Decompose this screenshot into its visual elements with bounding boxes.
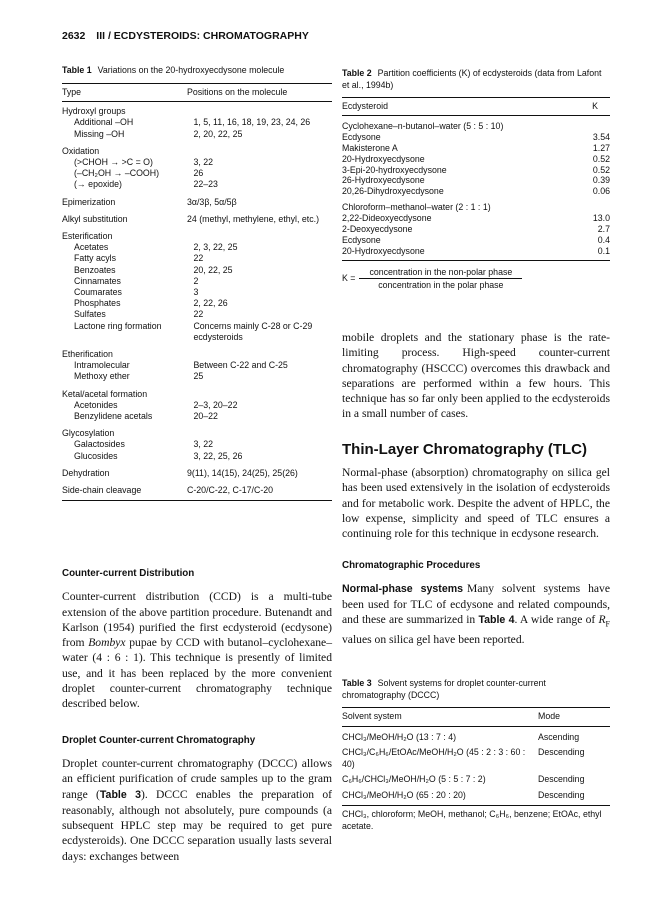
table-2-row <box>342 132 610 143</box>
table-1-cell-positions <box>187 106 332 117</box>
table-1-cell-positions: 25 <box>193 371 204 382</box>
table-3-header-mode: Mode <box>538 711 561 721</box>
table-1-cell-type: Additional –OH <box>74 117 134 128</box>
tlc-paragraph: Normal-phase (absorption) chromatography on silica gel has been used extensively in the isolation of ecdysteroids and for metabolic work. Despite the advent of HPLC, the low expense, simplicity and speed of TLC ensures a continuing role for this technique in ecdysone research. <box>342 466 610 541</box>
table-2-solvent-system: Cyclohexane–n-butanol–water (5 : 5 : 10) <box>342 120 504 131</box>
table-2-cell-ecdysteroid: 3-Epi-20-hydroxyecdysone <box>342 164 447 175</box>
table-1-cell-type: Ketal/acetal formation <box>62 388 148 399</box>
table-1-cell-positions: Between C-22 and C-25 <box>193 360 288 371</box>
ccd-heading: Counter-current Distribution <box>62 568 195 579</box>
table-1-row <box>62 242 332 253</box>
tlc-heading: Thin-Layer Chromatography (TLC) <box>342 440 588 458</box>
table-1-row <box>62 117 332 128</box>
table-2-bottom-rule <box>342 260 610 261</box>
table-2-cell-ecdysteroid: Ecdysone <box>342 234 381 245</box>
chrom-procedures-heading: Chromatographic Procedures <box>342 559 481 571</box>
table-3-cell-mode: Descending <box>538 747 585 757</box>
table-2-header-k: K <box>592 101 598 111</box>
table-1-cell-type: Alkyl substitution <box>62 213 128 224</box>
table-1-cell-positions: 2, 22, 26 <box>193 298 228 309</box>
table-3-cell-system: CHCl₃/MeOH/H₂O (13 : 7 : 4) <box>342 731 457 742</box>
table-3-header <box>342 708 610 726</box>
running-title: III / ECDYSTEROIDS: CHROMATOGRAPHY <box>96 30 309 42</box>
table-1-cell-type: Cinnamates <box>74 275 121 286</box>
table-1-row <box>62 287 332 298</box>
table-1-cell-type: (–CH₂OH → –COOH) <box>74 168 160 179</box>
table-3-row <box>342 745 610 772</box>
table-1-cell-positions <box>187 146 332 157</box>
table-3-header-system: Solvent system <box>342 711 402 721</box>
table-1-cell-positions: 2, 3, 22, 25 <box>193 242 238 253</box>
table-1-row <box>62 106 332 117</box>
table-1-cell-positions: 2–3, 20–22 <box>193 399 238 410</box>
table-3-footnote: CHCl₃, chloroform; MeOH, methanol; C₆H₆, benzene; EtOAc, ethyl acetate. <box>342 809 602 831</box>
table-1-cell-positions: 3, 22, 25, 26 <box>193 450 243 461</box>
table-2-solvent-system: Chloroform–methanol–water (2 : 1 : 1) <box>342 202 491 213</box>
normal-phase-paragraph: Normal-phase systems Many solvent systems have been used for TLC of ecdysone and related compounds, and these are summarized in Table 4. A wide range of $R_F$ values on silica gel have been reported. <box>342 581 611 647</box>
table-1-body <box>62 102 332 500</box>
table-2-header <box>342 101 610 112</box>
table-1-cell-type: Acetonides <box>74 399 118 410</box>
table-1-row <box>62 197 332 208</box>
table-2-caption <box>342 67 610 91</box>
table-2-cell-ecdysteroid: Ecdysone <box>342 131 381 142</box>
table-2-row <box>342 235 610 246</box>
table-1-row <box>62 157 332 168</box>
table-2-cell-ecdysteroid: 2-Deoxyecdysone <box>342 224 413 235</box>
table-1-cell-type: Methoxy ether <box>74 371 130 382</box>
table-2-header-ecdysteroid: Ecdysteroid <box>342 101 388 111</box>
table-1-cell-type: Galactosides <box>74 439 125 450</box>
table-1-row <box>62 451 332 462</box>
table-3-cell-mode: Descending <box>538 774 585 784</box>
right-body-text <box>342 330 610 647</box>
table-3-caption-text: Solvent systems for droplet counter-current chromatography (DCCC) <box>342 678 546 700</box>
table-1-caption-text: Variations on the 20-hydroxyecdysone molecule <box>97 65 285 75</box>
table-1-row <box>62 321 332 343</box>
table-2-row <box>342 154 610 165</box>
table-1-header <box>62 84 332 101</box>
table-1-cell-positions: 24 (methyl, methylene, ethyl, etc.) <box>187 213 320 224</box>
table-1-cell-positions: C-20/C-22, C-17/C-20 <box>187 485 274 496</box>
table-2-cell-k: 0.52 <box>592 164 610 175</box>
formula-denominator: concentration in the polar phase <box>378 279 504 290</box>
table-2-label: Table 2 <box>342 68 372 78</box>
table-1-row <box>62 276 332 287</box>
table-1-cell-type: (>CHOH → >C = O) <box>74 157 153 168</box>
table-1-cell-positions: 20, 22, 25 <box>193 264 233 275</box>
table-1-row <box>62 298 332 309</box>
table-1-row <box>62 214 332 225</box>
table-2-cell-k: 2.7 <box>597 224 610 235</box>
dccc-heading: Droplet Counter-current Chromatography <box>62 734 256 746</box>
table-1-cell-type: Intramolecular <box>74 360 130 371</box>
formula-lhs: K = <box>342 273 356 284</box>
table-1-row <box>62 265 332 276</box>
table-1-row <box>62 411 332 422</box>
ccd-paragraph: Counter-current distribution (CCD) is a multi-tube extension of the above partition procedure. Butenandt and Karlson (1954) purified the first ecdysteroid (ecdysone) from Bombyx pupae by CCD with butanol–cyclohexane–water (4 : 6 : 1). This technique is presently of limited use, and it has been replaced by the more convenient droplet counter-current chromatography technique described below. <box>62 590 332 711</box>
table-2-cell-k: 0.52 <box>592 153 610 164</box>
table-2-caption-text: Partition coefficients (K) of ecdysteroids (data from Lafont et al., 1994b) <box>342 68 602 90</box>
table-1-cell-type: Oxidation <box>62 145 100 156</box>
table-1-cell-positions: 2, 20, 22, 25 <box>193 128 243 139</box>
left-body-text <box>62 566 332 864</box>
table-1-row <box>62 168 332 179</box>
table-1-cell-type: Side-chain cleavage <box>62 485 142 496</box>
table-2-cell-ecdysteroid: Makisterone A <box>342 142 398 153</box>
table-1-cell-positions <box>187 389 332 400</box>
table-1-label: Table 1 <box>62 65 92 75</box>
table-1-row <box>62 309 332 320</box>
table-1-cell-type: Lactone ring formation <box>74 320 162 331</box>
table-1-cell-positions: 1, 5, 11, 16, 18, 19, 23, 24, 26 <box>193 117 311 128</box>
table-3-body <box>342 727 610 806</box>
table-1-row <box>62 179 332 190</box>
table-1-cell-positions: 3α/3β, 5α/5β <box>187 196 237 207</box>
table-1-cell-positions: 3, 22 <box>193 157 214 168</box>
table-2-row <box>342 246 610 257</box>
table-2-row <box>342 165 610 176</box>
table-2-cell-k: 0.1 <box>597 245 610 256</box>
table-1-cell-type: Hydroxyl groups <box>62 106 126 117</box>
table-1-cell-type: Missing –OH <box>74 128 125 139</box>
table-1-cell-positions: 22 <box>193 309 204 320</box>
left-column <box>62 64 332 863</box>
table-1-caption <box>62 64 332 76</box>
table-2-row <box>342 213 610 224</box>
table-3-cell-system: C₆H₆/CHCl₃/MeOH/H₂O (5 : 5 : 7 : 2) <box>342 774 486 784</box>
table-1-row <box>62 360 332 371</box>
table-2-cell-k: 1.27 <box>592 142 610 153</box>
table-2-cell-ecdysteroid: 20,26-Dihydroxyecdysone <box>342 186 444 197</box>
table-2-cell-k: 0.4 <box>597 234 610 245</box>
table-1-row <box>62 349 332 360</box>
table-1-cell-type: Glycosylation <box>62 428 115 439</box>
table-2 <box>342 67 610 290</box>
table-2-cell-ecdysteroid: 20-Hydroxyecdysone <box>342 245 425 256</box>
table-1-cell-type: (→ epoxide) <box>74 179 122 190</box>
table-1-row <box>62 439 332 450</box>
table-1-cell-positions: 26 <box>193 168 204 179</box>
table-3-cell-mode: Ascending <box>538 731 580 742</box>
table-1-cell-positions: 22 <box>193 253 204 264</box>
partition-formula <box>342 267 610 290</box>
table-1-cell-positions: 3 <box>193 287 199 298</box>
table-2-cell-ecdysteroid: 20-Hydroxyecdysone <box>342 153 425 164</box>
table-3-caption <box>342 677 610 701</box>
table-1-cell-type: Glucosides <box>74 450 118 461</box>
table-1-cell-type: Etherification <box>62 349 113 360</box>
continued-paragraph: mobile droplets and the stationary phase is the rate-limiting process. High-speed counter-current chromatography (HSCCC) overcomes this drawback and separations are performed within a few hours. This technique has so far only been applied to the ecdysteroids in a small number of cases. <box>342 331 610 421</box>
table-1-cell-type: Fatty acyls <box>74 253 117 264</box>
formula-numerator: concentration in the non-polar phase <box>359 267 522 279</box>
right-column <box>342 64 611 831</box>
table-1-cell-type: Benzoates <box>74 264 116 275</box>
table-2-cell-ecdysteroid: 26-Hydroxyecdysone <box>342 175 425 186</box>
table-1-cell-type: Coumarates <box>74 287 122 298</box>
dccc-paragraph: Droplet counter-current chromatography (DCCC) allows an efficient purification of crude samples up to the gram range (Table 3). DCCC enables the preparation of reasonably, although not absolutely, pure compounds (a subsequent HPLC step may be required to get pure ecdysteroids). One DCCC separation usually lasts several days: exchanges between <box>62 756 332 863</box>
table-1-header-type: Type <box>62 87 82 97</box>
table-3-label: Table 3 <box>342 678 372 688</box>
table-2-cell-k: 0.06 <box>592 186 610 197</box>
running-head <box>62 30 612 42</box>
page-number: 2632 <box>62 30 86 42</box>
table-2-cell-k: 3.54 <box>592 131 610 142</box>
table-3-row <box>342 772 610 788</box>
table-1 <box>62 64 332 501</box>
table-1-cell-type: Benzylidene acetals <box>74 411 153 422</box>
table-1-cell-positions <box>187 349 332 360</box>
table-1-cell-type: Dehydration <box>62 467 110 478</box>
table-1-cell-positions: 2 <box>193 275 199 286</box>
table-1-cell-positions: 22–23 <box>193 179 218 190</box>
table-1-cell-positions: 20–22 <box>193 411 218 422</box>
table-1-row <box>62 400 332 411</box>
table-1-row <box>62 253 332 264</box>
table-1-cell-positions: 9(11), 14(15), 24(25), 25(26) <box>187 467 298 478</box>
table-1-cell-type: Sulfates <box>74 309 106 320</box>
table-3-cell-mode: Descending <box>538 789 585 800</box>
table-1-row <box>62 389 332 400</box>
table-1-cell-positions: 3, 22 <box>193 439 214 450</box>
table-1-row <box>62 371 332 382</box>
table-3-cell-system: CHCl₃/C₆H₆/EtOAc/MeOH/H₂O (45 : 2 : 3 : 60 : 40) <box>342 747 526 769</box>
table-1-bottom-rule <box>62 500 332 501</box>
table-1-header-positions: Positions on the molecule <box>187 87 288 97</box>
table-1-cell-type: Acetates <box>74 242 109 253</box>
table-2-cell-k: 13.0 <box>592 213 610 224</box>
table-1-row <box>62 428 332 439</box>
table-2-row <box>342 143 610 154</box>
table-2-row <box>342 175 610 186</box>
table-2-body <box>342 116 610 260</box>
table-1-row <box>62 485 332 496</box>
table-2-cell-k: 0.39 <box>592 175 610 186</box>
table-1-cell-type: Epimerization <box>62 196 116 207</box>
table-1-row <box>62 231 332 242</box>
table-1-row <box>62 129 332 140</box>
table-3-cell-system: CHCl₃/MeOH/H₂O (65 : 20 : 20) <box>342 789 466 800</box>
table-3-row <box>342 730 610 746</box>
table-1-cell-positions <box>187 231 332 242</box>
table-2-row <box>342 186 610 197</box>
table-1-cell-type: Esterification <box>62 231 113 242</box>
table-1-row <box>62 146 332 157</box>
table-2-cell-ecdysteroid: 2,22-Dideoxyecdysone <box>342 213 432 224</box>
table-1-cell-type: Phosphates <box>74 298 121 309</box>
table-2-row <box>342 224 610 235</box>
table-1-row <box>62 468 332 479</box>
table-1-cell-positions <box>187 428 332 439</box>
table-1-cell-positions: Concerns mainly C-28 or C-29 ecdysteroids <box>193 320 313 342</box>
table-3 <box>342 677 610 832</box>
table-3-row <box>342 788 610 804</box>
